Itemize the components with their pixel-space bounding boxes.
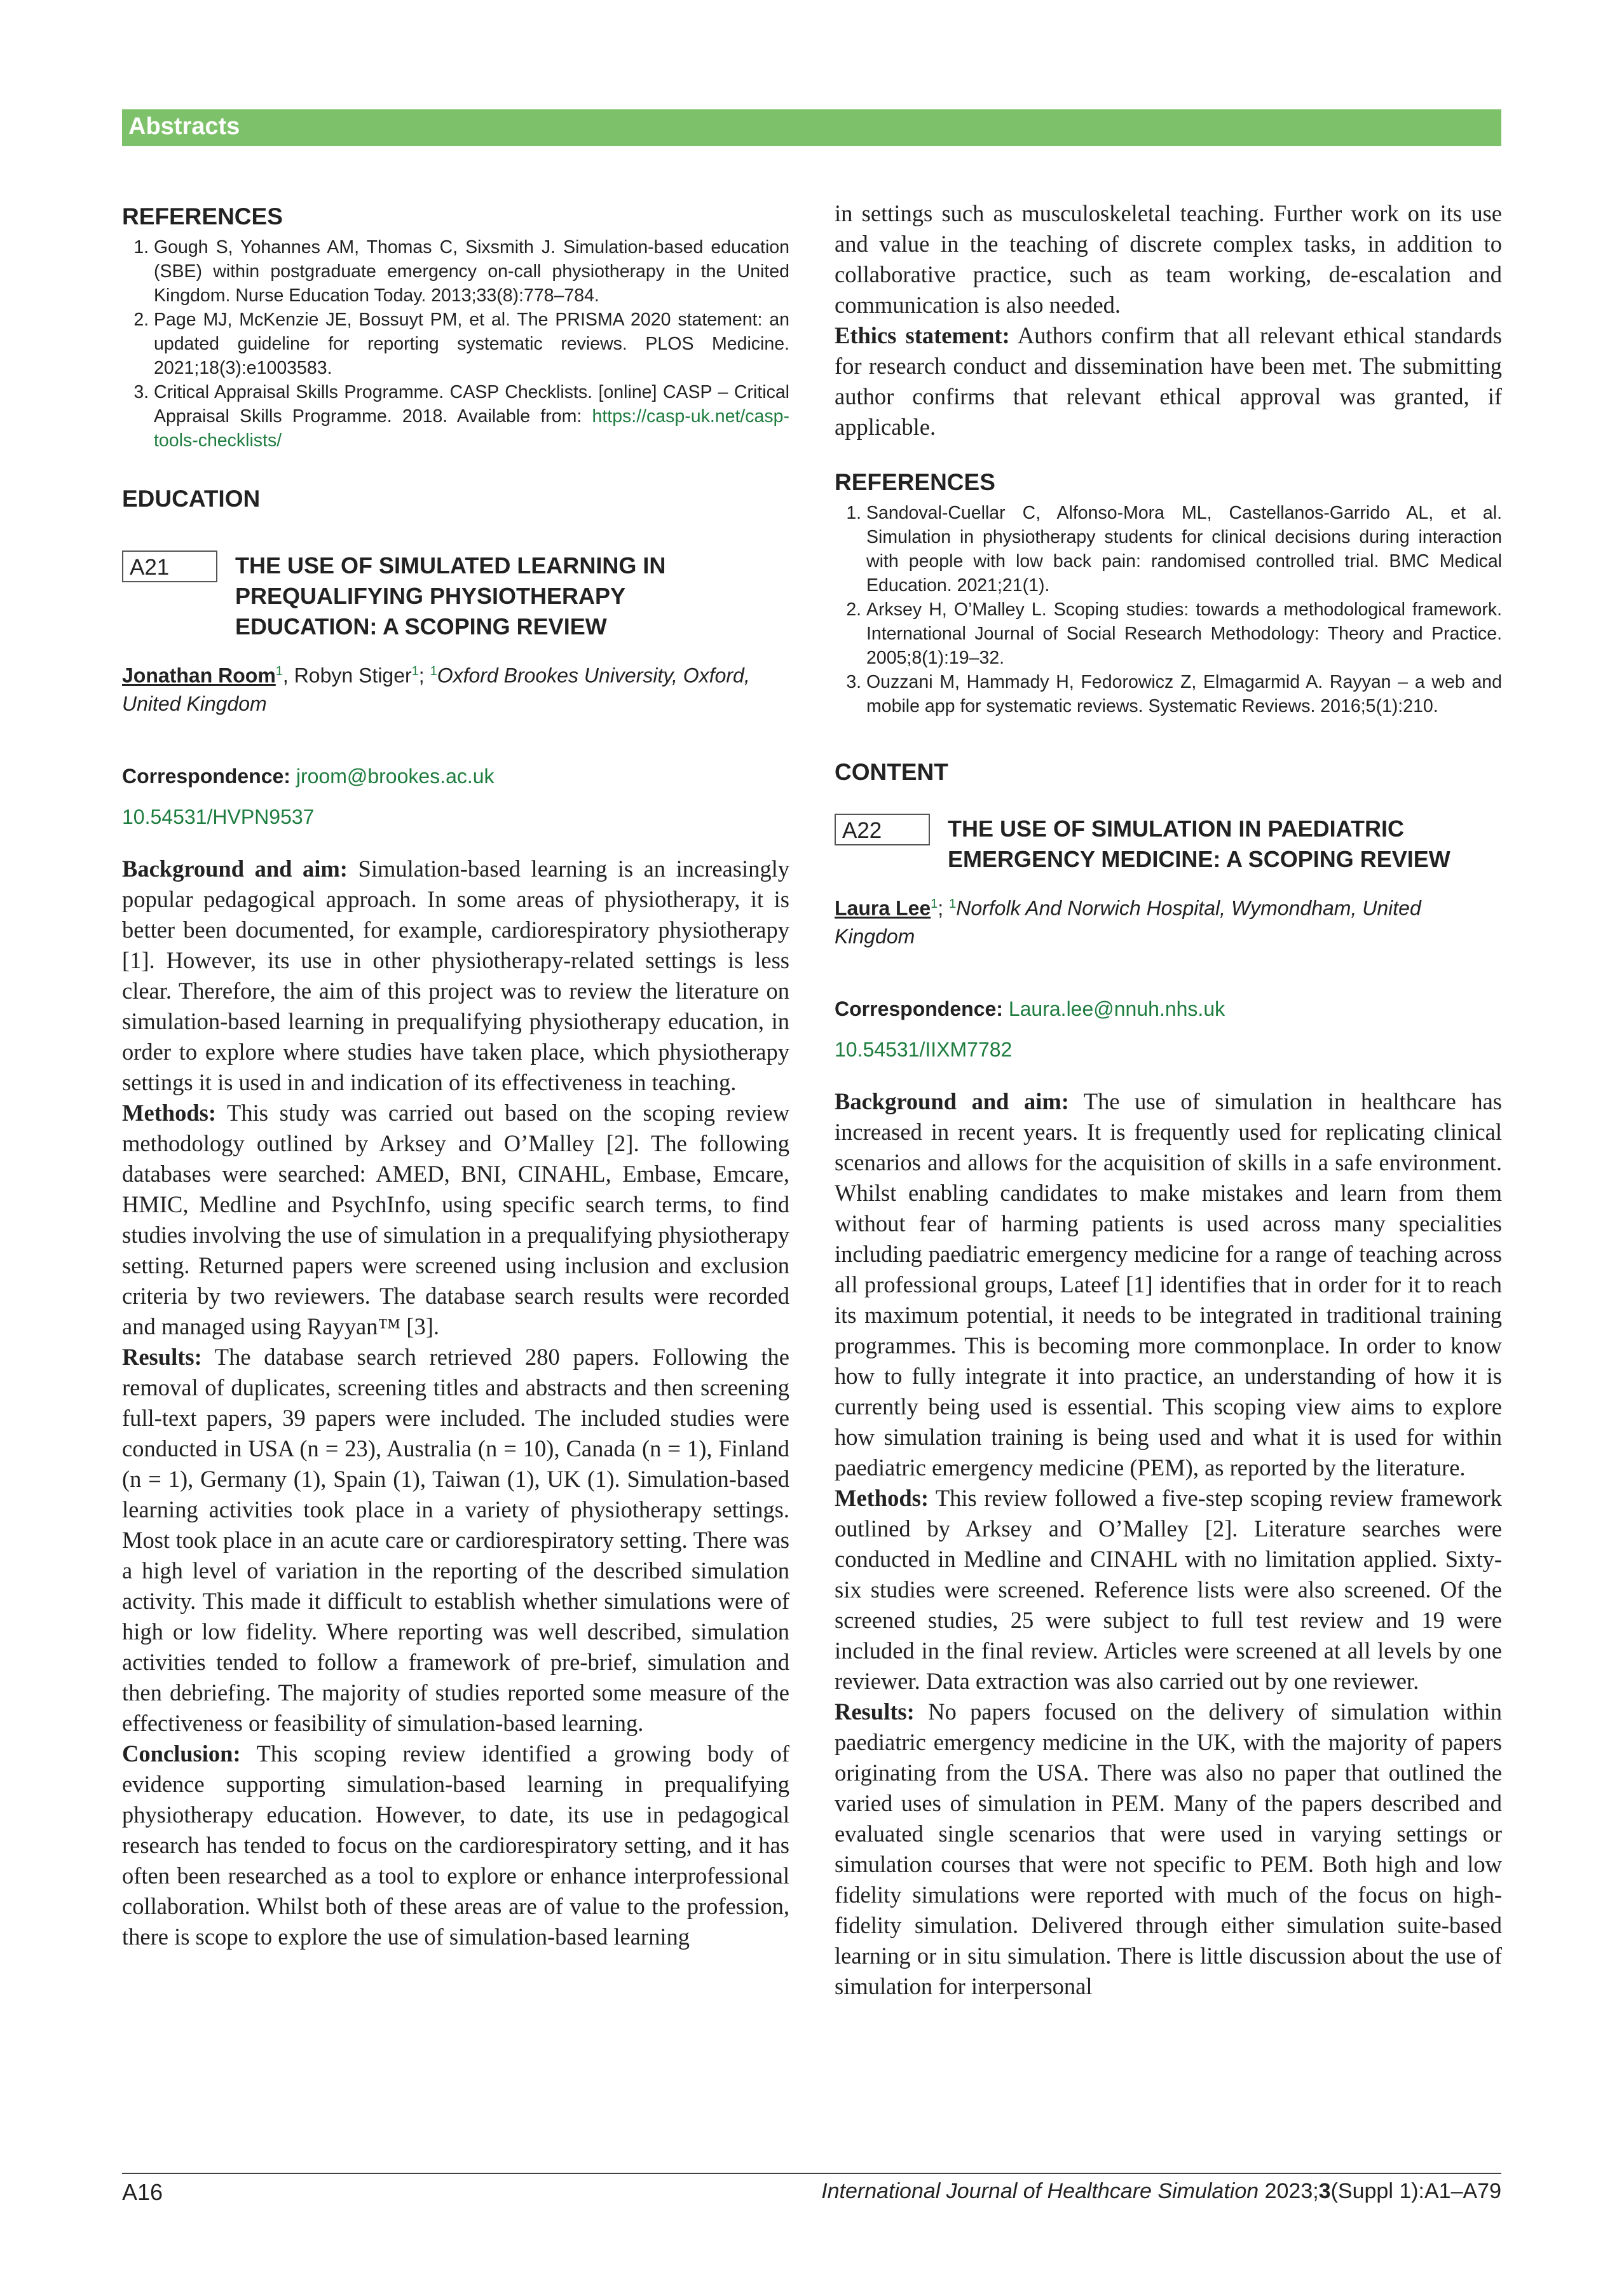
paragraph-label: Background and aim: [835,1088,1069,1114]
affiliation-marker: 1 [275,664,283,678]
separator: ; [418,664,430,687]
paragraph-background [122,854,789,1098]
paragraph-text: No papers focused on the delivery of simulation within paediatric emergency medicine in the UK, with the majority of papers originating from the USA. There was also no paper that outlined the varied uses of simulation in PEM. Many of the papers described and evaluated single scenarios that were used in varying settings or simulation courses that were not specific to PEM. Both high and low fidelity simulations were reported with much of the focus on high-fidelity simulation. Delivered through either simulation suite-based learning or in situ simulation. There is little discussion about the use of simulation for interpersonal [835,1698,1502,1999]
section-heading-education: EDUCATION [122,486,261,512]
affiliation: Oxford Brookes University, Oxford, United Kingdom [122,664,750,715]
paragraph-text: This review followed a five-step scoping review framework outlined by Arksey and O’Malley [2]. Literature searches were conducted in Medline and CINAHL with no limitation applied. Sixty-six studies were screened. Reference lists were also screened. Of the screened studies, 25 were subject to full test review and 19 were included in the final review. Articles were screened at all levels by one reviewer. Data extraction was also carried out by one reviewer. [835,1484,1502,1694]
author-line [122,657,789,718]
reference-text: Critical Appraisal Skills Programme. CASP Checklists. [online] CASP – Critical Appraisal Skills Programme. 2018. Available from: [154,382,789,427]
journal-issue: (Suppl 1):A1–A79 [1330,2179,1501,2203]
paragraph-results [122,1342,789,1739]
journal-citation [821,2179,1501,2204]
paragraph-text: Simulation-based learning is an increasingly popular pedagogical approach. In some areas of physiotherapy, it is better been documented, for example, cardiorespiratory physiotherapy [1]. However, its use in other physiotherapy-related settings is less clear. Therefore, the aim of this project was to review the literature on simulation-based learning in prequalifying physiotherapy education, in order to explore where studies have taken place, which physiotherapy settings it is used in and indication of its effectiveness in teaching. [122,855,790,1095]
paragraph-text: The database search retrieved 280 papers. Following the removal of duplicates, screening titles and abstracts and then screening full-text papers, 39 papers were included. The included studies were conducted in USA (n = 23), Australia (n = 10), Canada (n = 1), Finland (n = 1), Germany (1), Spain (1), Taiwan (1), UK (1). Simulation-based learning activities took place in a variety of physiotherapy settings. Most took place in an acute care or cardiorespiratory setting. There was a high level of variation in the reporting of the described simulation activity. This made it difficult to establish whether simulations were of high or low fidelity. Where reporting was well described, simulation activities tended to follow a framework of pre-brief, simulation and then debriefing. The majority of studies reported some measure of the effectiveness or feasibility of simulation-based learning. [122,1343,789,1736]
abstract-title: THE USE OF SIMULATION IN PAEDIATRIC EMERGENCY MEDICINE: A SCOPING REVIEW [948,816,1450,872]
correspondence [122,762,789,790]
paragraph-methods [835,1483,1502,1697]
correspondence-email[interactable]: Laura.lee@nnuh.nhs.uk [1008,997,1225,1020]
correspondence [835,995,1502,1023]
separator: ; [938,896,950,920]
journal-name: International Journal of Healthcare Simulation [821,2179,1259,2203]
references-heading: REFERENCES [835,469,995,495]
journal-volume: 3 [1318,2179,1331,2203]
paragraph-results [835,1697,1502,2002]
left-column [122,203,789,1952]
author-line [835,890,1502,950]
correspondence-label: Correspondence: [835,997,1003,1020]
reference-list [835,501,1502,718]
paragraph-continuation: in settings such as musculoskeletal teaching. Further work on its use and value in the teaching of discrete complex tasks, in addition to collaborative practice, such as team working, de-escalation and communication is also needed. [835,200,1502,318]
reference-link[interactable]: https://casp-uk.net/casp-tools-checklists/ [154,406,789,451]
affiliation: Norfolk And Norwich Hospital, Wymondham, United Kingdom [835,896,1421,948]
abstract-body [835,1086,1502,2002]
reference-item: 2. Page MJ, McKenzie JE, Bossuyt PM, et al. The PRISMA 2020 statement: an updated guideline for reporting systematic reviews. PLOS Medicine. 2021;18(3):e1003583. [154,308,789,380]
abstract-header [122,550,789,642]
paragraph-text: Authors confirm that all relevant ethical standards for research conduct and dissemination have been met. The submitting author confirms that relevant ethical approval was granted, if applicable. [835,322,1502,440]
doi-link[interactable]: 10.54531/IIXM7782 [835,1037,1013,1061]
paragraph-label: Results: [122,1343,202,1370]
presenting-author: Jonathan Room [122,664,276,687]
footer-rule [122,2173,1501,2174]
correspondence-email[interactable]: jroom@brookes.ac.uk [296,764,495,788]
affiliation-marker: 1 [949,897,957,911]
correspondence-label: Correspondence: [122,764,290,788]
paragraph-label: Background and aim: [122,855,348,882]
affiliation-marker: 1 [411,664,419,678]
section-header-label: Abstracts [128,113,240,140]
paragraph-text: This study was carried out based on the scoping review methodology outlined by Arksey and O’Malley [2]. The following databases were searched: AMED, BNI, CINAHL, Embase, Emcare, HMIC, Medline and PsychInfo, using specific search terms, to find studies involving the use of simulation in a prequalifying physiotherapy setting. Returned papers were screened using inclusion and exclusion criteria by two reviewers. The database search results were recorded and managed using Rayyan™ [3]. [122,1099,789,1339]
affiliation-marker: 1 [931,897,938,911]
reference-item: 2. Arksey H, O’Malley L. Scoping studies: towards a methodological framework. International Journal of Social Research Methodology: Theory and Practice. 2005;8(1):19–32. [866,598,1502,670]
paragraph-ethics [835,320,1502,442]
reference-item [154,380,789,453]
abstract-id: A22 [835,814,930,845]
paragraph-text: The use of simulation in healthcare has increased in recent years. It is frequently used for replicating clinical scenarios and allows for the acquisition of skills in a safe environment. Whilst enabling candidates to make mistakes and learn from them without fear of harming patients is used across many specialities including paediatric emergency medicine for a range of teaching across all professional groups, Lateef [1] identifies that in order for it to reach its maximum potential, it needs to be integrated in traditional training programmes. This is becoming more commonplace. In order to know how to fully integrate it into practice, an understanding of how it is currently being used is essential. This scoping view aims to explore how simulation training is being used and what it is used for within paediatric emergency medicine (PEM), as reported by the literature. [835,1088,1502,1480]
paragraph-label: Conclusion: [122,1740,241,1767]
reference-list [122,235,789,453]
doi-link[interactable]: 10.54531/HVPN9537 [122,805,315,828]
page-number: A16 [122,2179,163,2205]
paragraph-label: Methods: [122,1099,217,1126]
abstract-header [835,814,1502,875]
section-header-bar [122,109,1501,146]
journal-year: 2023; [1259,2179,1319,2203]
references-heading: REFERENCES [122,203,283,229]
paragraph-background [835,1086,1502,1483]
abstract-body [122,854,789,1952]
paragraph-label: Results: [835,1698,915,1725]
paragraph-label: Methods: [835,1484,929,1511]
abstract-title: THE USE OF SIMULATED LEARNING IN PREQUALIFYING PHYSIOTHERAPY EDUCATION: A SCOPING REVIEW [235,552,666,639]
paragraph-label: Ethics statement: [835,322,1010,348]
paragraph-text: This scoping review identified a growing body of evidence supporting simulation-based learning in prequalifying physiotherapy education. However, to date, its use in pedagogical research has tended to focus on the cardiorespiratory setting, and it has often been researched as a tool to explore or enhance interprofessional collaboration. Whilst both of these areas are of value to the profession, there is scope to explore the use of simulation-based learning [122,1740,789,1950]
co-author: , Robyn Stiger [282,664,412,687]
section-heading-content: CONTENT [835,759,948,785]
paragraph-conclusion [122,1739,789,1952]
right-column [835,198,1502,2002]
paragraph-methods [122,1098,789,1342]
reference-item: 3. Ouzzani M, Hammady H, Fedorowicz Z, Elmagarmid A. Rayyan – a web and mobile app for systematic reviews. Systematic Reviews. 2016;5(1):210. [866,670,1502,718]
abstract-id: A21 [122,550,217,582]
reference-item: 1. Sandoval-Cuellar C, Alfonso-Mora ML, Castellanos-Garrido AL, et al. Simulation in physiotherapy students for clinical decisions during interaction with people with low back pain: randomised controlled trial. BMC Medical Education. 2021;21(1). [866,501,1502,598]
presenting-author: Laura Lee [835,896,931,920]
affiliation-marker: 1 [430,664,437,678]
reference-item: 1. Gough S, Yohannes AM, Thomas C, Sixsmith J. Simulation-based education (SBE) within postgraduate emergency on-call physiotherapy in the United Kingdom. Nurse Education Today. 2013;33(8):778–784. [154,235,789,308]
